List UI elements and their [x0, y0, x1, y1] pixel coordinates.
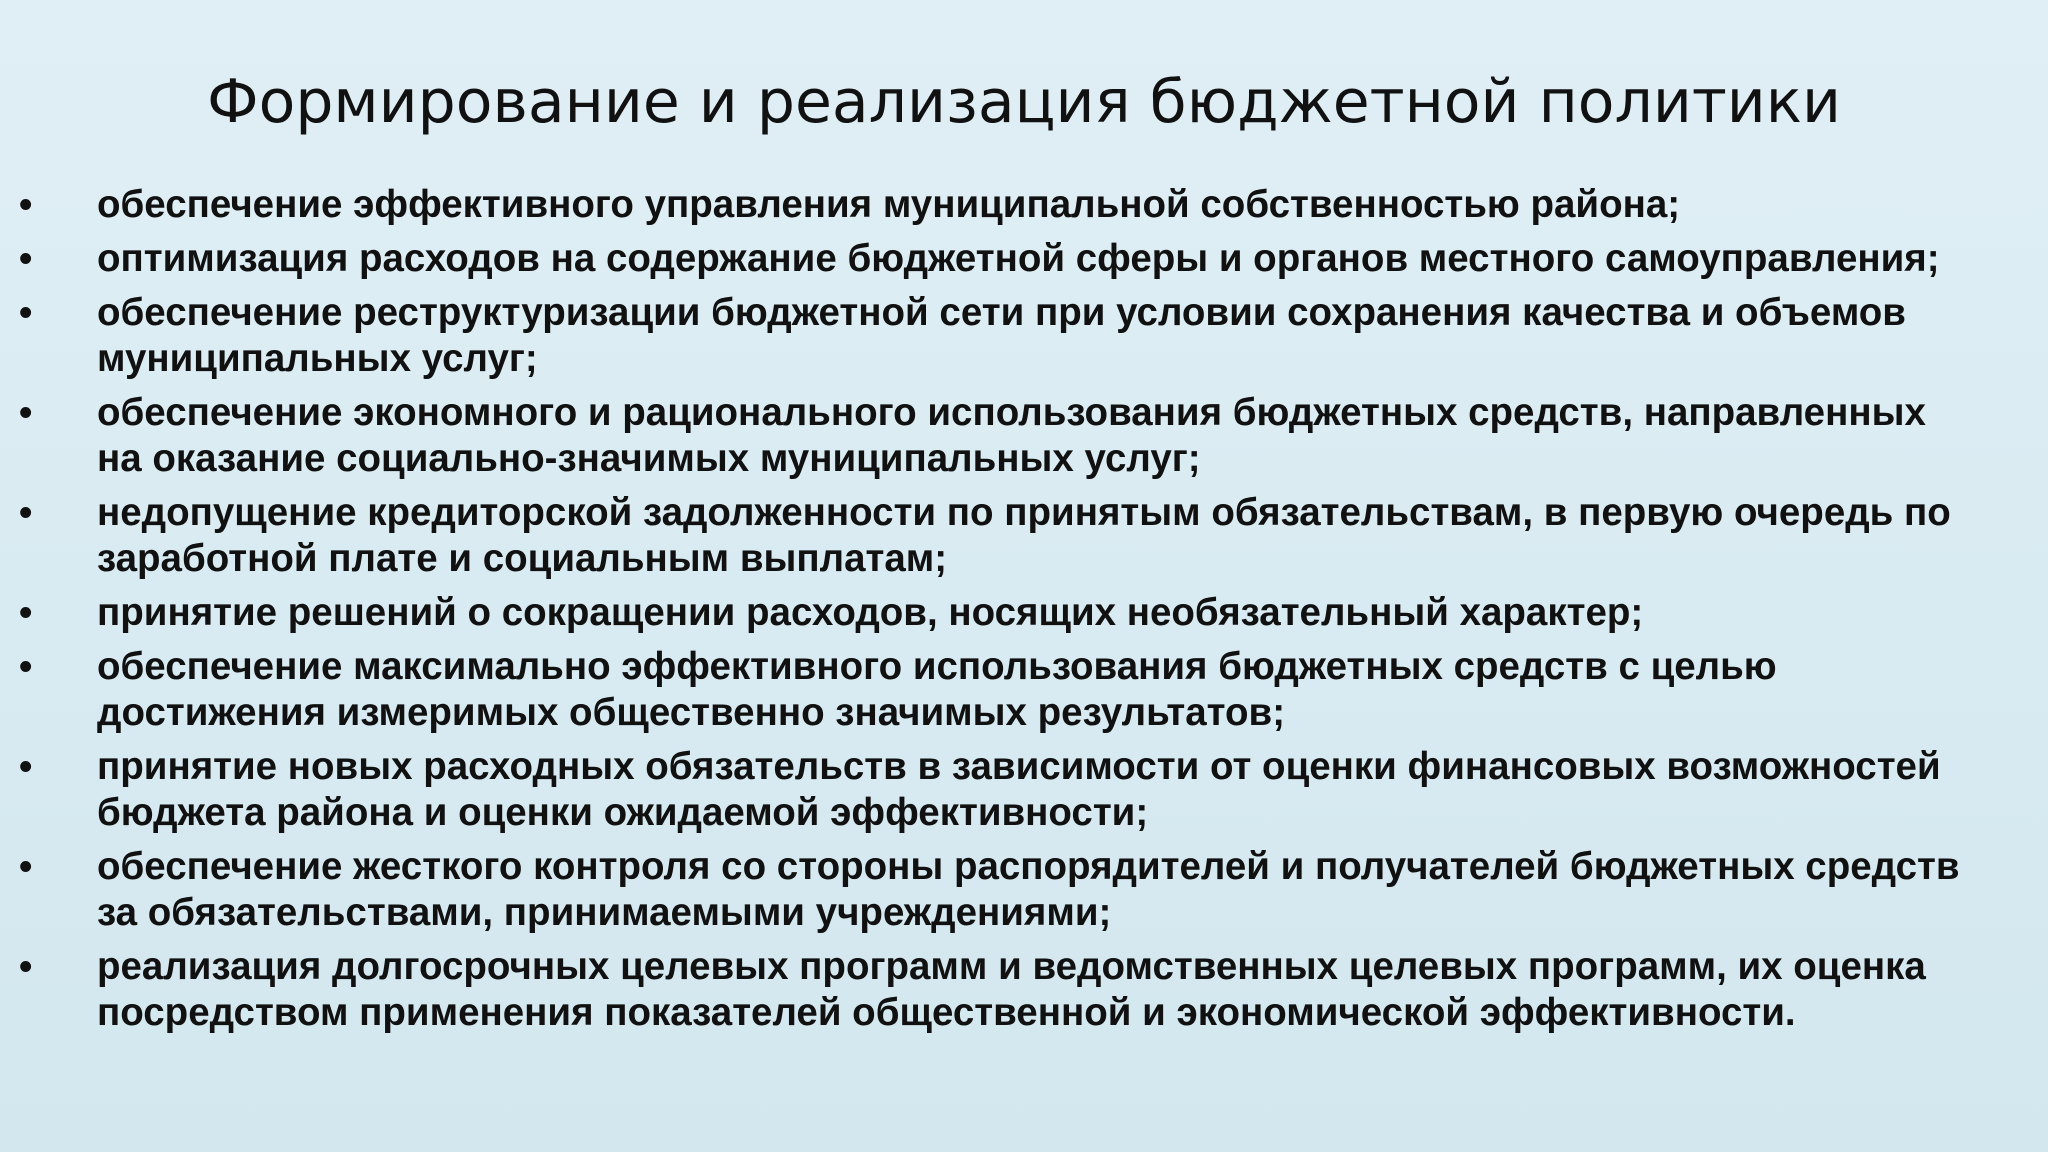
list-item-text-continued: муниципальных услуг; — [97, 337, 538, 380]
list-item-text-continued: бюджета района и оценки ожидаемой эффективности; — [97, 791, 1149, 834]
list-item-text: обеспечение жесткого контроля со стороны распорядителей и получателей бюджетных средств — [97, 845, 1960, 888]
list-item-text: принятие новых расходных обязательств в зависимости от оценки финансовых возможностей — [97, 745, 1941, 788]
list-item-text: обеспечение реструктуризации бюджетной сети при условии сохранения качества и объемов — [97, 291, 1906, 334]
bullet-icon: • — [19, 746, 33, 788]
list-item — [0, 644, 2048, 736]
list-item-text-continued: заработной плате и социальным выплатам; — [97, 537, 948, 580]
bullet-icon: • — [19, 846, 33, 888]
bullet-icon: • — [19, 184, 33, 226]
list-item-text-continued: достижения измеримых общественно значимых результатов; — [97, 691, 1286, 734]
slide-title: Формирование и реализация бюджетной политики — [206, 67, 1842, 137]
list-item — [0, 490, 2048, 582]
bullet-icon: • — [19, 292, 33, 334]
bullet-icon: • — [19, 392, 33, 434]
list-item-text-continued: на оказание социально-значимых муниципальных услуг; — [97, 437, 1201, 480]
list-item-text: недопущение кредиторской задолженности по принятым обязательствам, в первую очередь по — [97, 491, 1951, 534]
list-item-text: оптимизация расходов на содержание бюджетной сферы и органов местного самоуправления; — [97, 237, 1940, 280]
list-item — [0, 744, 2048, 836]
bullet-icon: • — [19, 946, 33, 988]
bullet-icon: • — [19, 492, 33, 534]
bullet-icon: • — [19, 646, 33, 688]
bullet-list — [0, 182, 2048, 1044]
list-item — [0, 182, 2048, 228]
list-item — [0, 236, 2048, 282]
bullet-icon: • — [19, 238, 33, 280]
list-item — [0, 590, 2048, 636]
list-item — [0, 390, 2048, 482]
list-item-text: обеспечение эффективного управления муниципальной собственностью района; — [97, 183, 1681, 226]
list-item — [0, 290, 2048, 382]
list-item-text-continued: посредством применения показателей общественной и экономической эффективности. — [97, 991, 1796, 1034]
list-item — [0, 944, 2048, 1036]
list-item-text-continued: за обязательствами, принимаемыми учреждениями; — [97, 891, 1112, 934]
list-item — [0, 844, 2048, 936]
list-item-text: реализация долгосрочных целевых программ и ведомственных целевых программ, их оценка — [97, 945, 1926, 988]
bullet-icon: • — [19, 592, 33, 634]
list-item-text: обеспечение максимально эффективного использования бюджетных средств с целью — [97, 645, 1777, 688]
list-item-text: обеспечение экономного и рационального использования бюджетных средств, направленных — [97, 391, 1926, 434]
list-item-text: принятие решений о сокращении расходов, носящих необязательный характер; — [97, 591, 1644, 634]
